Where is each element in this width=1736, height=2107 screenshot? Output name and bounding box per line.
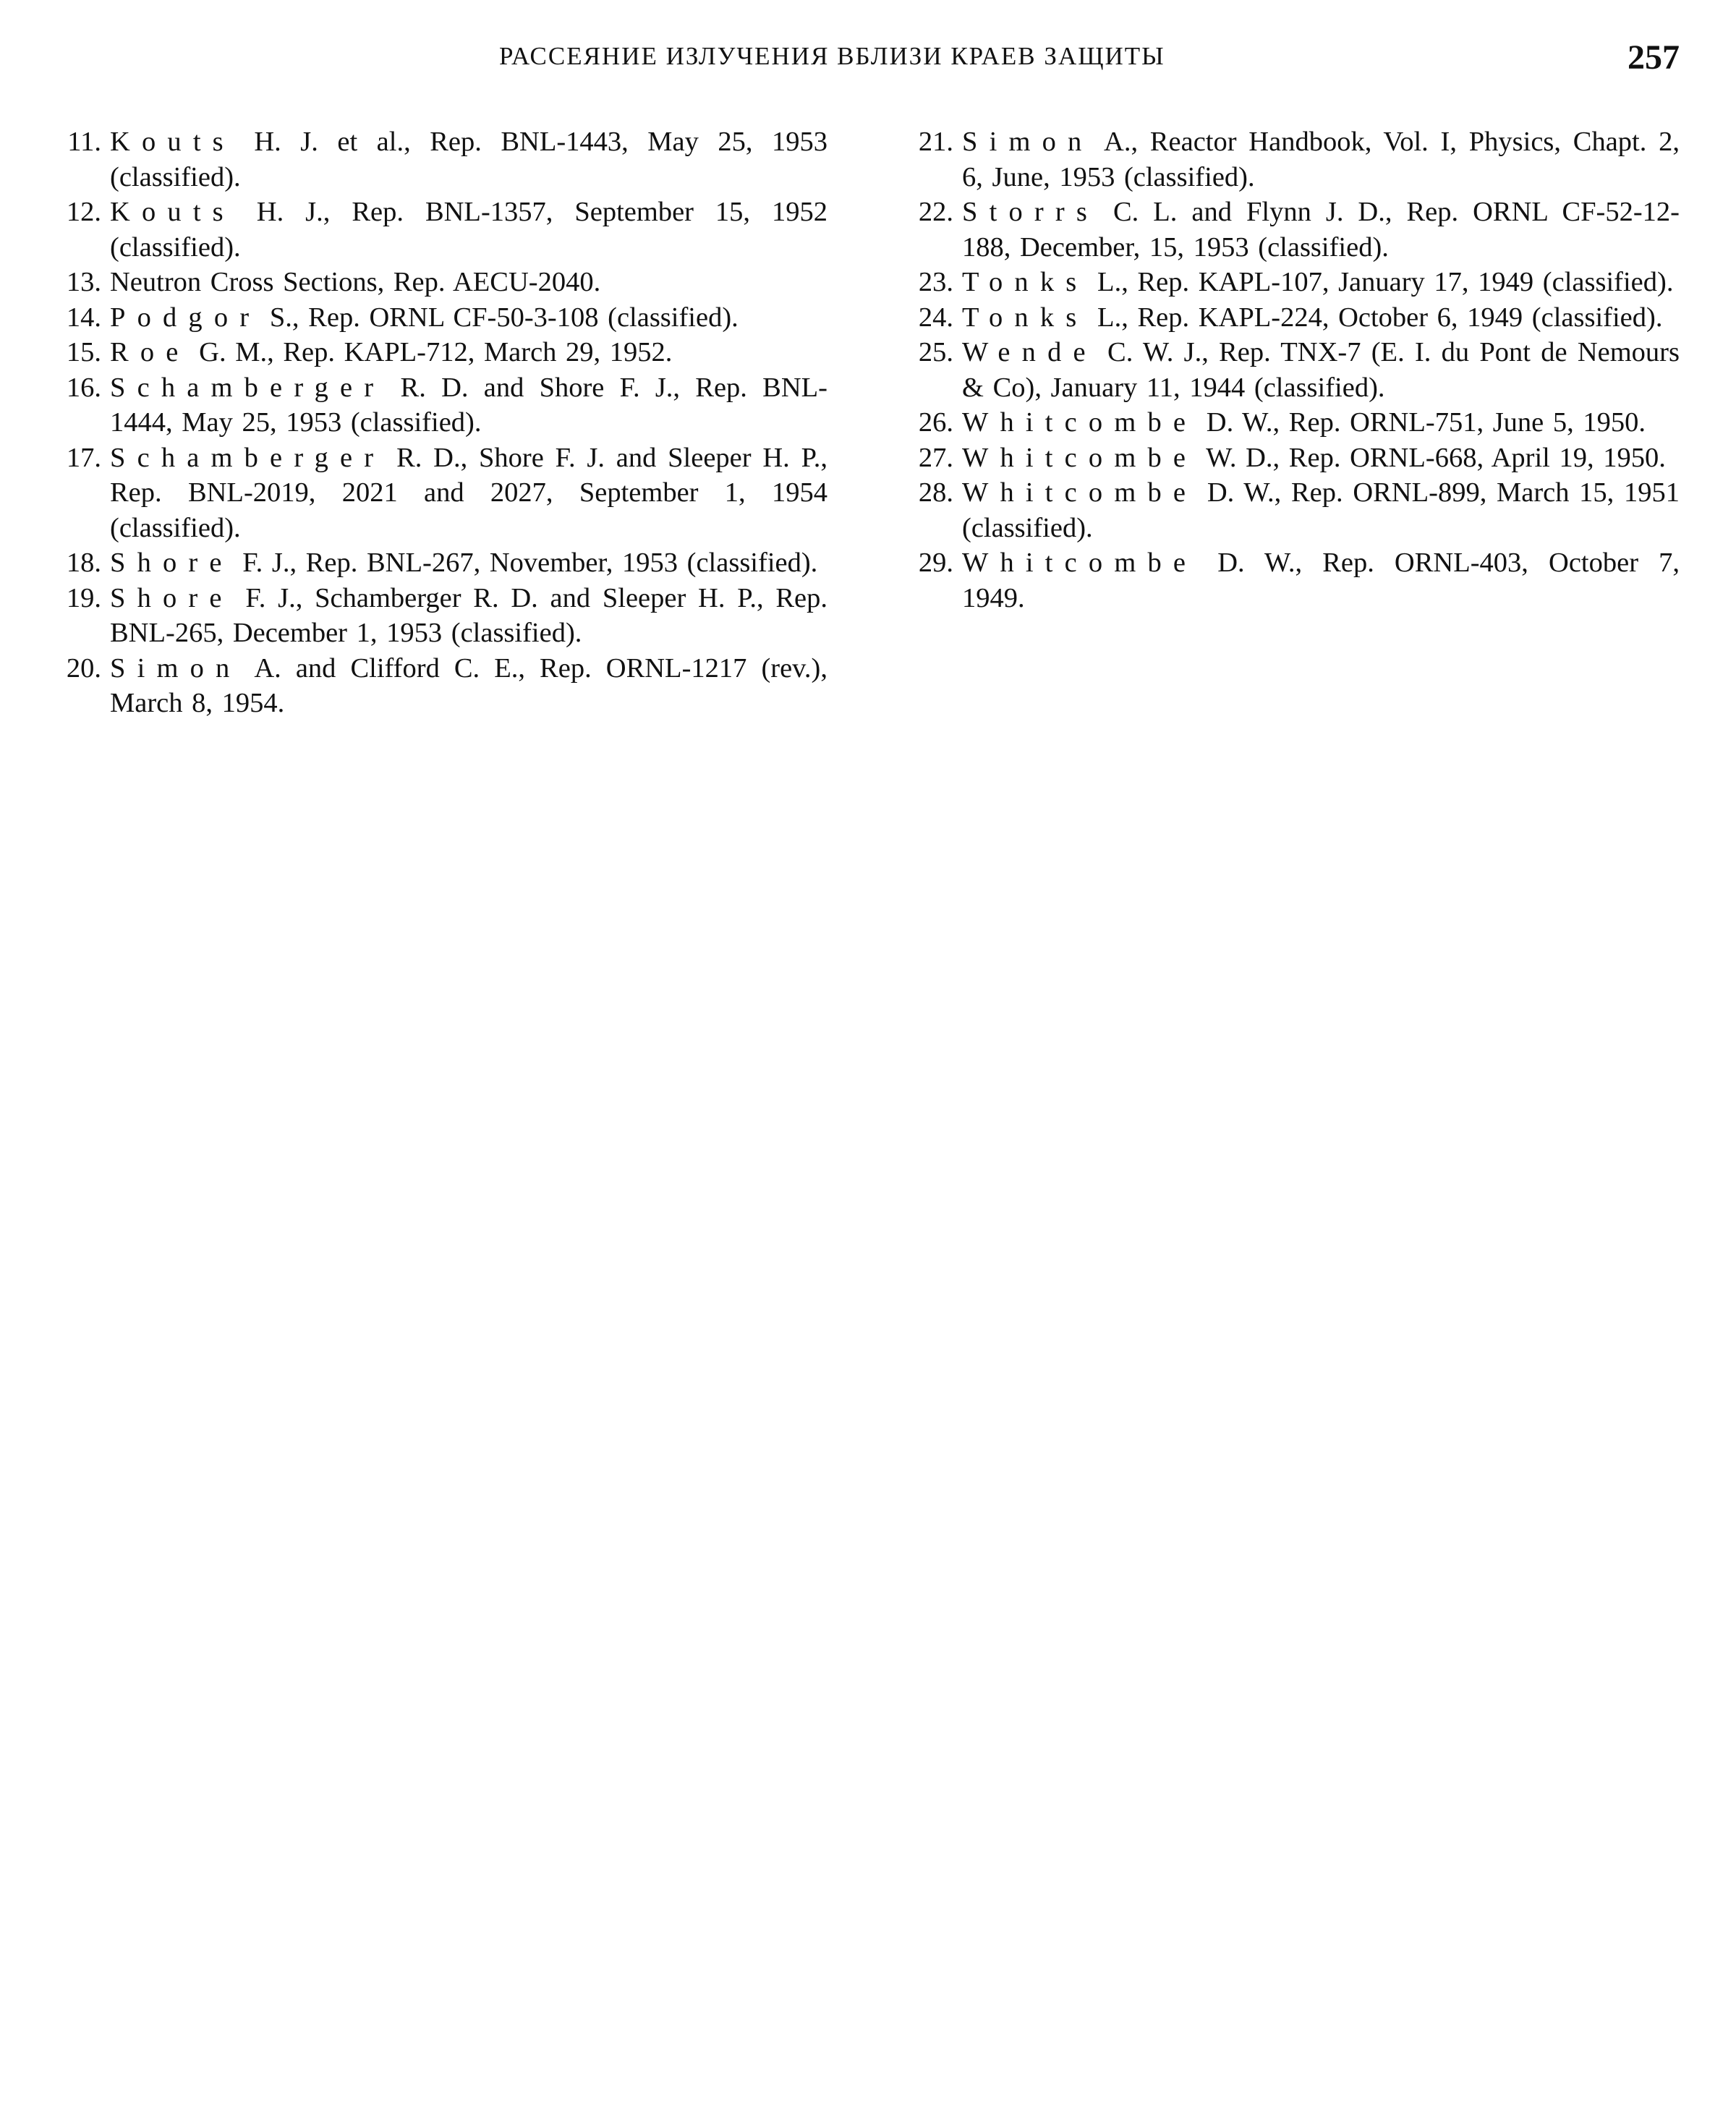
reference-number: 22. bbox=[918, 197, 953, 227]
reference-text: A., Reactor Handbook, Vol. I, Physics, Chapt. 2, 6, June, 1953 (classified). bbox=[962, 127, 1680, 192]
reference-number: 23. bbox=[918, 267, 953, 297]
reference-author: Whitcombe bbox=[962, 407, 1198, 438]
reference-text: D. W., Rep. ORNL-899, March 15, 1951 (classified). bbox=[962, 477, 1680, 543]
reference-text: D. W., Rep. ORNL-403, October 7, 1949. bbox=[962, 548, 1680, 613]
reference-item bbox=[45, 440, 827, 546]
reference-author: Kouts bbox=[110, 197, 235, 227]
reference-author: Kouts bbox=[110, 127, 235, 157]
reference-number: 16. bbox=[66, 372, 101, 403]
reference-author: Simon bbox=[110, 652, 242, 684]
reference-text: D. W., Rep. ORNL-751, June 5, 1950. bbox=[1197, 407, 1646, 438]
reference-number: 15. bbox=[66, 337, 101, 367]
reference-number: 29. bbox=[918, 548, 953, 578]
reference-text: G. M., Rep. KAPL-712, March 29, 1952. bbox=[190, 337, 673, 367]
reference-text: F. J., Schamberger R. D. and Sleeper H. P., Rep. BNL-265, December 1, 1953 (classified). bbox=[110, 582, 827, 648]
reference-author: Podgor bbox=[110, 302, 261, 333]
reference-author: Tonks bbox=[962, 267, 1089, 297]
reference-item bbox=[897, 440, 1680, 476]
reference-author: Shore bbox=[110, 548, 234, 578]
reference-item bbox=[45, 581, 827, 651]
reference-number: 14. bbox=[66, 302, 101, 333]
reference-number: 25. bbox=[918, 337, 953, 367]
reference-item bbox=[897, 195, 1680, 265]
reference-number: 12. bbox=[66, 197, 101, 227]
reference-item bbox=[897, 545, 1680, 616]
reference-item bbox=[45, 335, 827, 370]
reference-author: Wende bbox=[962, 337, 1097, 367]
page-number: 257 bbox=[1628, 38, 1680, 77]
reference-item bbox=[45, 545, 827, 581]
reference-author: Storrs bbox=[962, 197, 1099, 227]
reference-text: H. J. et al., Rep. BNL-1443, May 25, 1953 (classified). bbox=[110, 127, 827, 192]
reference-author: Whitcombe bbox=[962, 548, 1198, 578]
reference-number: 19. bbox=[66, 582, 101, 613]
reference-text: L., Rep. KAPL-107, January 17, 1949 (classified). bbox=[1088, 267, 1674, 297]
reference-text: Neutron Cross Sections, Rep. AECU-2040. bbox=[110, 267, 601, 297]
reference-item bbox=[897, 335, 1680, 405]
reference-author: Whitcombe bbox=[962, 477, 1198, 508]
reference-text: R. D., Shore F. J. and Sleeper H. P., Rep. BNL-2019, 2021 and 2027, September 1, 1954 (classified). bbox=[110, 442, 827, 543]
reference-item bbox=[45, 300, 827, 336]
reference-author: Simon bbox=[962, 127, 1094, 157]
reference-number: 24. bbox=[918, 302, 953, 333]
reference-item bbox=[897, 300, 1680, 336]
reference-number: 28. bbox=[918, 477, 953, 508]
reference-author: Tonks bbox=[962, 302, 1089, 333]
running-head bbox=[0, 38, 1736, 81]
reference-number: 17. bbox=[66, 442, 101, 473]
reference-item bbox=[45, 265, 827, 300]
reference-number: 21. bbox=[918, 127, 953, 157]
reference-list-left bbox=[45, 124, 827, 721]
reference-author: Schamberger bbox=[110, 372, 386, 403]
reference-number: 26. bbox=[918, 407, 953, 438]
reference-text: C. W. J., Rep. TNX-7 (E. I. du Pont de Nemours & Co), January 11, 1944 (classified). bbox=[962, 337, 1680, 403]
reference-item bbox=[897, 475, 1680, 545]
reference-item bbox=[897, 405, 1680, 440]
reference-text: H. J., Rep. BNL-1357, September 15, 1952 (classified). bbox=[110, 197, 827, 263]
reference-number: 27. bbox=[918, 442, 953, 473]
reference-number: 20. bbox=[66, 652, 101, 684]
reference-item bbox=[897, 124, 1680, 195]
reference-number: 13. bbox=[66, 267, 101, 297]
reference-text: F. J., Rep. BNL-267, November, 1953 (classified). bbox=[233, 548, 818, 578]
reference-item bbox=[45, 370, 827, 440]
reference-text: R. D. and Shore F. J., Rep. BNL-1444, May 25, 1953 (classified). bbox=[110, 372, 827, 438]
reference-number: 11. bbox=[67, 127, 101, 157]
reference-author: Shore bbox=[110, 582, 234, 613]
reference-text: C. L. and Flynn J. D., Rep. ORNL CF-52-12-188, December, 15, 1953 (classified). bbox=[962, 197, 1680, 263]
reference-text: W. D., Rep. ORNL-668, April 19, 1950. bbox=[1197, 442, 1666, 473]
reference-item bbox=[45, 124, 827, 195]
reference-list-right bbox=[897, 124, 1680, 616]
running-title: РАССЕЯНИЕ ИЗЛУЧЕНИЯ ВБЛИЗИ КРАЕВ ЗАЩИТЫ bbox=[499, 42, 1165, 70]
reference-number: 18. bbox=[66, 548, 101, 578]
reference-item bbox=[45, 651, 827, 721]
reference-item bbox=[897, 265, 1680, 300]
reference-text: S., Rep. ORNL CF-50-3-108 (classified). bbox=[260, 302, 739, 333]
reference-item bbox=[45, 195, 827, 265]
reference-author: Roe bbox=[110, 337, 190, 367]
reference-author: Schamberger bbox=[110, 442, 386, 473]
reference-text: L., Rep. KAPL-224, October 6, 1949 (classified). bbox=[1088, 302, 1663, 333]
reference-author: Whitcombe bbox=[962, 442, 1198, 473]
reference-text: A. and Clifford C. E., Rep. ORNL-1217 (rev.), March 8, 1954. bbox=[110, 652, 827, 718]
